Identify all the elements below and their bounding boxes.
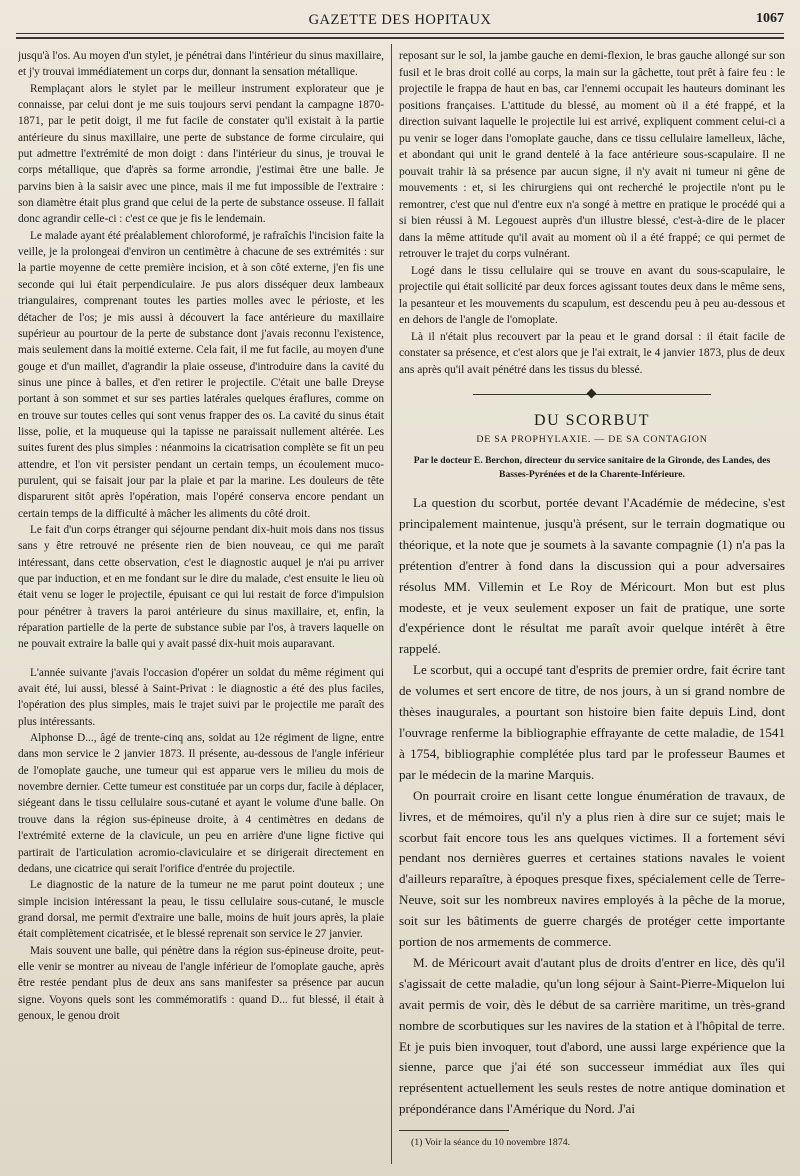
- paragraph: Mais souvent une balle, qui pénètre dans la région sus-épineuse droite, peut-elle venir se montrer au niveau de l'angle inférieur de l'omoplate gauche, après être restée pendant plus de deux ans sans manifester sa présence par aucun signe. Voyons quels sont les commémoratifs : quand D... fut blessé, il était à genoux, le genou droit: [18, 944, 384, 1022]
- page-header: [16, 0, 784, 40]
- paragraph-gap: [18, 653, 384, 665]
- paragraph: Le diagnostic de la nature de la tumeur ne me parut point douteux ; une simple incision intéressant la peau, le tissu cellulaire sous-cutané, le muscle grand dorsal, me permit d'extraire une balle, moins de huit jours après, la plaie était complètement cicatrisée, et le blessé reprenait son service le 27 janvier.: [18, 879, 384, 941]
- page-number: 1067: [756, 11, 784, 26]
- header-rule-thin: [16, 33, 784, 34]
- paragraph: Le scorbut, qui a occupé tant d'esprits de premier ordre, fait écrire tant de volumes et sert encore de titre, de nos jours, à un si grand nombre de thèses inaugurales, a pourtant son histoire bien faite depuis Lind, dont l'ouvrage renferme la bibliographie effrayante de cette maladie, de 1541 à 1754, bibliographie complétée plus tard par le professeur Baumes et par le médecin de la marine Marquis.: [399, 662, 785, 782]
- paragraph: jusqu'à l'os. Au moyen d'un stylet, je pénétrai dans l'intérieur du sinus maxillaire, et j'y trouvai immédiatement un corps dur, donnant la sensation métallique.: [18, 50, 384, 79]
- article-body: [399, 493, 785, 1120]
- article-byline: Par le docteur E. Berchon, directeur du service sanitaire de la Gironde, des Landes, des Basses-Pyrénées et de la Charente-Inférieure.: [413, 455, 771, 480]
- paragraph: Remplaçant alors le stylet par le meilleur instrument explorateur que je connaisse, par celui dont je me suis toujours servi pendant la campagne 1870-1871, par le petit doigt, il me fut facile de constater qu'il existait à la partie antérieure du sinus maxillaire, une perte de substance de forme circulaire, qui put admettre l'extrémité de mon doigt : dans l'intérieur du sinus, je trouvai le corps métallique, que d'après sa forme arrondie, j'estimai être une balle. Je parvins bien à la saisir avec une pince, mais il me fut impossible de l'extraire : son diamètre était plus grand que celui de la perte de substance osseuse. Il fallait donc agrandir celle-ci : c'est ce que je fis le lendemain.: [18, 82, 384, 226]
- footnote: (1) Voir la séance du 10 novembre 1874.: [411, 1137, 571, 1149]
- paragraph: Logé dans le tissu cellulaire qui se trouve en avant du sous-scapulaire, le projectile qui était sollicité par deux forces agissant toutes deux dans le même sens, la pesanteur et les mouvements du scapulum, est descendu peu à peu au-dessous et en dehors de l'angle de l'omoplate.: [399, 264, 785, 326]
- article-separator: [399, 378, 785, 412]
- paragraph: Là il n'était plus recouvert par la peau et le grand dorsal : il était facile de constater sa présence, et c'est alors que je l'ai extrait, le 4 janvier 1873, plus de deux ans après qu'il avait pénétré dans les tissus du blessé.: [399, 330, 785, 376]
- paragraph: Le malade ayant été préalablement chloroformé, je rafraîchis l'incision faite la veille, je la prolongeai d'environ un centimètre à chacune de ses extrémités : sur la partie moyenne de cette première incision, et à son côté externe, j'en fis une seconde qui lui était perpendiculaire. Je pus alors disséquer deux lambeaux triangulaires, comprenant toutes les parties molles avec le périoste, et les détacher de l'os; je mis aussi à découvert la face antérieure du maxillaire supérieur au pourtour de la perte de substance dont j'avais reconnu l'existence, mais seulement dans la moitié externe. Cela fait, il me fut facile, au moyen d'une gouge et d'un maillet, d'agrandir la plaie osseuse, d'introduire dans la cavité du sinus une pince à balles, et d'en retirer le projectile. C'était une balle Dreyse portant à son sommet et sur ses parties latérales quelques éraflures, comme on en trouve sur toutes celles qui sont venus frapper des os. La cavité du sinus était lisse, polie, et la muqueuse qui la tapisse ne paraissait nullement altérée. Les suites furent des plus simples : néanmoins la cicatrisation complète se fit un peu attendre, et l'on vit persister pendant un certain temps, un écoulement muco-purulent, qui se faisait jour par la plaie et par la marine. Les douleurs de tête disparurent sitôt après l'opération, mais l'opéré conserva encore pendant un certain temps de la difficulté à mâcher les aliments du côté droit.: [18, 229, 384, 520]
- diamond-ornament-icon: [587, 389, 597, 399]
- paragraph: M. de Méricourt avait d'autant plus de droits d'entrer en lice, dès qu'il s'agissait de cette maladie, qu'un long séjour à Saint-Pierre-Miquelon lui avait permis de voir, dès le début de sa carrière maritime, un très-grand nombre de scorbutiques sur les navires de la station et à l'hôpital de terre. Et je puis bien invoquer, tout d'abord, une aussi large expérience que la sienne, parce que j'ai été son successeur immédiat aux îles qui représentent actuellement les seuls restes de notre antique domination et prépondérance dans l'Amérique du Nord. J'ai: [399, 954, 785, 1117]
- left-column: [18, 48, 384, 1158]
- article-subtitle: DE SA PROPHYLAXIE. — DE SA CONTAGION: [476, 434, 708, 445]
- paragraph: On pourrait croire en lisant cette longue énumération de travaux, de livres, et de mémoires, qu'il n'y a plus rien à dire sur ce sujet; mais le scorbut fait encore tous les ans quelques victimes. Il a fortement sévi pendant nos dernières guerres et certaines stations navales le voient d'ailleurs reparaître, à époques presque fixes, spécialement celle de Terre-Neuve, soit sur les nombreux navires employés à la pêche de la morue, soit sur les bâtiments de guerre chargés de protéger cette importante portion de nos armements de commerce.: [399, 787, 785, 950]
- paragraph: L'année suivante j'avais l'occasion d'opérer un soldat du même régiment qui avait été, lui aussi, blessé à Saint-Privat : le diagnostic a été des plus faciles, l'opération des plus simples, mais le trajet suivi par le projectile me paraît des plus intéressants.: [18, 666, 384, 728]
- footnote-rule: [399, 1130, 509, 1131]
- continued-article: [399, 48, 785, 378]
- paragraph: reposant sur le sol, la jambe gauche en demi-flexion, le bras gauche allongé sur son fusil et le bras droit collé au corps, la main sur la gâchette, tout prêt à faire feu : le projectile le frappa de haut en bas, car l'ennemi occupait les hauteurs dominant les positions françaises. L'attitude du blessé, au moment où il a été frappé, et la direction suivant laquelle le projectile lui est arrivé, expliquent comment celui-ci a pu venir se loger dans l'omoplate gauche, dans ce tissu cellulaire lamelleux, lâche, et abondant qui unit le grand dentelé à la face antérieure sous-scapulaire. Il ne pouvait trahir là sa présence par aucun signe, il n'y avait ni tumeur ni gêne de mouvements : et, si les chirurgiens qui ont recherché le projectile n'ont pu le remontrer, c'est que nul d'entre eux n'a songé à mettre en pratique le procédé qui a si bien réussi à M. Legouest auprès d'un illustre blessé, c'est-à-dire de le placer dans la même attitude qu'il avait au moment où il a été frappé; ce qui permet de retrouver le trajet du corps vulnérant.: [399, 50, 785, 260]
- column-divider: [391, 44, 392, 1164]
- header-rule-thick: [16, 37, 784, 39]
- paragraph: Alphonse D..., âgé de trente-cinq ans, soldat au 12e régiment de ligne, entre dans mon service le 2 janvier 1873. Il présente, au-dessous de l'angle inférieur de l'omoplate gauche, une tumeur qui est apparue vers le milieu du mois de novembre dernier. Cette tumeur est constituée par un corps dur, facile à déplacer, siégeant dans le tissu cellulaire sous-cutané et ayant le volume d'une balle. On trouve dans la région sus-épineuse droite, à 4 centimètres en dedans de l'extrémité externe de la clavicule, un peu en arrière d'une ligne fictive qui partirait de l'articulation acromio-claviculaire et se dirigerait directement en dedans, une cicatrice qui serait l'orifice d'entrée du projectile.: [18, 732, 384, 875]
- article-title: DU SCORBUT: [534, 412, 650, 429]
- paragraph: La question du scorbut, portée devant l'Académie de médecine, s'est principalement maintenue, jusqu'à présent, sur le terrain dogmatique ou théorique, et la note que je soumets à la savante compagnie (1) n'a pas la prétention d'entrer à fond dans la discussion qui a pour adversaires résolus MM. Villemin et Le Roy de Méricourt. Mon but est plus modeste, et je veux seulement exposer un fait de pratique, une sorte d'expérience dont le résultat me paraît avoir quelque intérêt à être rappelé.: [399, 495, 785, 657]
- right-column: [399, 48, 785, 1168]
- publication-title: GAZETTE DES HOPITAUX: [308, 12, 492, 28]
- paragraph: Le fait d'un corps étranger qui séjourne pendant dix-huit mois dans nos tissus sans y être retrouvé ne présente rien de bien nouveau, ce qui me paraît intéressant, dans cette observation, c'est le diagnostic auquel je n'ai pu arriver que par induction, et en me fondant sur le dire du malade, c'est ensuite le lieu où était venu se loger le projectile, épuisant ce qui lui restait de force d'impulsion pour pénétrer à travers la paroi antérieure du sinus maxillaire, et, enfin, la réparation partielle de la perte de substance subie par l'os, à travers laquelle on ne pouvait extraire la balle qui y avait passé dix-huit mois auparavant.: [18, 523, 384, 651]
